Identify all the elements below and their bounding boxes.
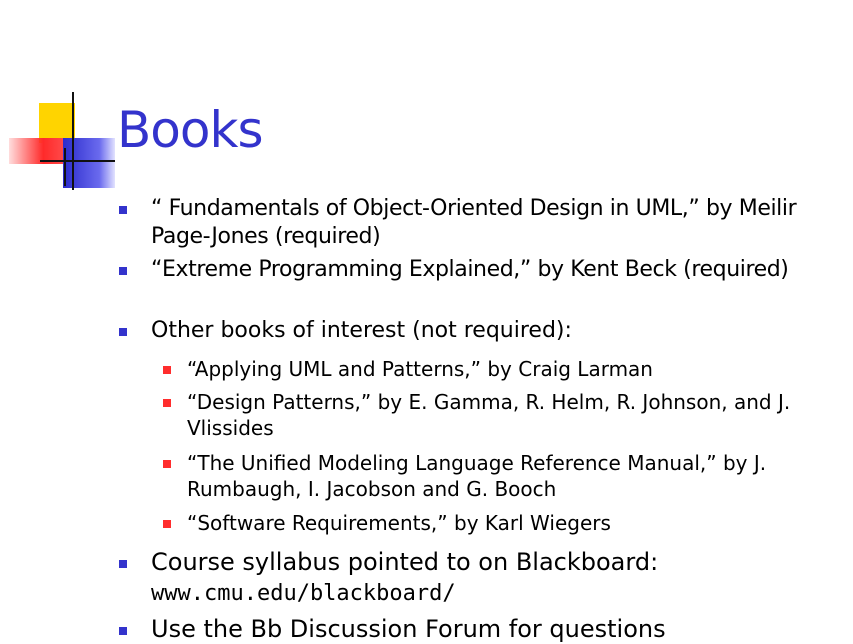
list-item — [151, 547, 831, 609]
bullet-marker — [119, 627, 127, 635]
slide-title: Books — [117, 101, 263, 159]
sub-bullet-marker — [163, 460, 171, 468]
bullet-marker — [119, 560, 127, 568]
list-item: “ Fundamentals of Object-Oriented Design in UML,” by Meilir Page-Jones (required) — [151, 196, 797, 249]
sub-bullet-marker — [163, 520, 171, 528]
list-item-text: Course syllabus pointed to on Blackboard: — [151, 548, 659, 576]
list-item: “The Unified Modeling Language Reference Manual,” by J. Rumbaugh, I. Jacobson and G. Booch — [187, 451, 767, 501]
bullet-marker — [119, 206, 127, 214]
sub-bullet-marker — [163, 399, 171, 407]
bullet-marker — [119, 328, 127, 336]
list-item: Use the Bb Discussion Forum for questions — [151, 615, 666, 643]
list-item: “Extreme Programming Explained,” by Kent Beck (required) — [151, 257, 789, 282]
list-item: “Design Patterns,” by E. Gamma, R. Helm, R. Johnson, and J. Vlissides — [187, 390, 791, 440]
list-item: Other books of interest (not required): — [151, 318, 572, 343]
list-item: “Applying UML and Patterns,” by Craig Larman — [187, 357, 653, 381]
sub-bullet-marker — [163, 366, 171, 374]
bullet-marker — [119, 267, 127, 275]
list-item: “Software Requirements,” by Karl Wiegers — [187, 511, 611, 535]
blackboard-link[interactable]: www.cmu.edu/blackboard/ — [151, 581, 456, 606]
